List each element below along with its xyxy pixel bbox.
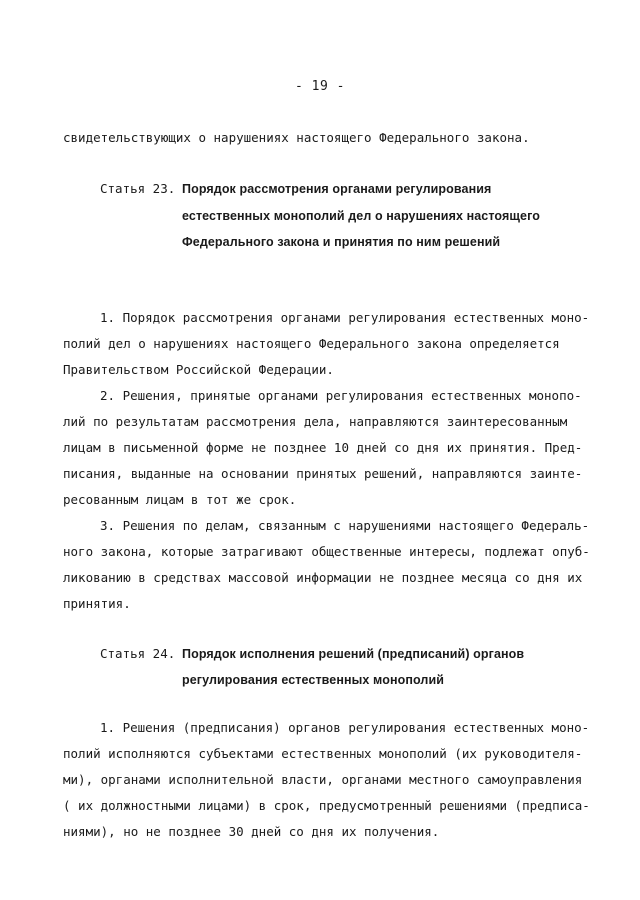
article-24-label: Статья 24. xyxy=(100,646,176,661)
paragraph-line: ми), органами исполнительной власти, органами местного самоуправления xyxy=(63,772,583,787)
paragraph-line: полий исполняются субъектами естественных монополий (их руководителя- xyxy=(63,746,583,761)
article-23-title-line: естественных монополий дел о нарушениях настоящего xyxy=(182,209,540,223)
paragraph-line: ликованию в средствах массовой информации не позднее месяца со дня их xyxy=(63,570,583,585)
paragraph-line: лий по результатам рассмотрения дела, направляются заинтересованным xyxy=(63,414,568,429)
article-24-title-line: регулирования естественных монополий xyxy=(182,673,445,687)
paragraph-line: полий дел о нарушениях настоящего Федерального закона определяется xyxy=(63,336,560,351)
paragraph-line: 3. Решения по делам, связанным с нарушениями настоящего Федераль- xyxy=(100,518,590,533)
paragraph-line: 1. Решения (предписания) органов регулирования естественных моно- xyxy=(100,720,590,735)
paragraph-line: 1. Порядок рассмотрения органами регулирования естественных моно- xyxy=(100,310,590,325)
article-23-title-line: Федерального закона и принятия по ним решений xyxy=(182,235,501,249)
continuation-line: свидетельствующих о нарушениях настоящего Федерального закона. xyxy=(63,130,530,145)
paragraph-line: Правительством Российской Федерации. xyxy=(63,362,334,377)
article-24-title-line: Порядок исполнения решений (предписаний) органов xyxy=(182,647,525,661)
paragraph-line: ресованным лицам в тот же срок. xyxy=(63,492,297,507)
article-23-label: Статья 23. xyxy=(100,181,176,196)
paragraph-line: ного закона, которые затрагивают общественные интересы, подлежат опуб- xyxy=(63,544,590,559)
page-number: - 19 - xyxy=(295,79,345,94)
article-23-title-line: Порядок рассмотрения органами регулирования xyxy=(182,182,492,196)
paragraph-line: лицам в письменной форме не позднее 10 дней со дня их принятия. Пред- xyxy=(63,440,583,455)
paragraph-line: 2. Решения, принятые органами регулирования естественных монопо- xyxy=(100,388,582,403)
paragraph-line: ниями), но не позднее 30 дней со дня их получения. xyxy=(63,824,440,839)
paragraph-line: ( их должностными лицами) в срок, предусмотренный решениями (предписа- xyxy=(63,798,590,813)
paragraph-line: принятия. xyxy=(63,596,131,611)
paragraph-line: писания, выданные на основании принятых решений, направляются заинте- xyxy=(63,466,583,481)
